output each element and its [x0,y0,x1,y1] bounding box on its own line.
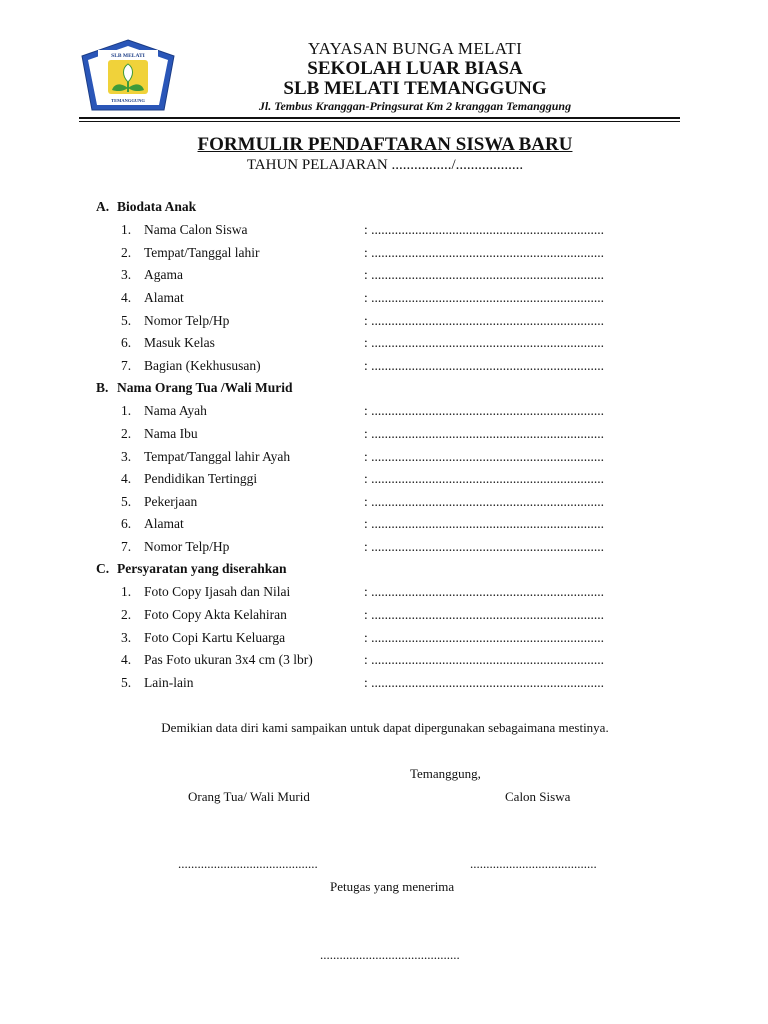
form-row [121,358,641,376]
form-row [121,313,641,331]
row-label: Nama Calon Siswa [144,222,248,237]
form-row [121,630,641,648]
row-input-line[interactable]: : ..................................................................... [364,471,605,486]
form-row [121,245,641,263]
row-number: 3. [121,630,132,645]
row-number: 6. [121,335,132,350]
form-row [121,290,641,308]
form-row [121,652,641,670]
row-label: Tempat/Tanggal lahir [144,245,260,260]
section-c-heading [96,561,287,577]
row-input-line[interactable]: : ..................................................................... [364,630,605,645]
form-row [121,516,641,534]
form-row [121,222,641,240]
row-number: 7. [121,539,132,554]
row-input-line[interactable]: : ..................................................................... [364,267,605,282]
school-type: SEKOLAH LUAR BIASA [307,58,523,79]
place-date: Temanggung, [410,766,481,781]
letterhead-rule-thick [79,117,680,119]
form-row [121,335,641,353]
row-label: Masuk Kelas [144,335,215,350]
row-label: Pekerjaan [144,494,198,509]
row-input-line[interactable]: : ..................................................................... [364,290,605,305]
form-row [121,426,641,444]
row-input-line[interactable]: : ..................................................................... [364,494,605,509]
section-letter: B. [96,380,109,395]
row-number: 5. [121,494,132,509]
row-label: Pas Foto ukuran 3x4 cm (3 lbr) [144,652,313,667]
row-label: Foto Copy Ijasah dan Nilai [144,584,291,599]
row-label: Nomor Telp/Hp [144,539,230,554]
school-logo [78,38,178,112]
row-number: 5. [121,675,132,690]
row-input-line[interactable]: : ..................................................................... [364,222,605,237]
form-row [121,267,641,285]
row-number: 3. [121,449,132,464]
form-row [121,675,641,693]
row-label: Alamat [144,290,184,305]
row-number: 4. [121,471,132,486]
form-row [121,403,641,421]
section-letter: C. [96,561,110,576]
row-input-line[interactable]: : ..................................................................... [364,358,605,373]
form-title: FORMULIR PENDAFTARAN SISWA BARU [197,134,573,155]
row-input-line[interactable]: : ..................................................................... [364,675,605,690]
row-label: Tempat/Tanggal lahir Ayah [144,449,291,464]
foundation-name: YAYASAN BUNGA MELATI [307,39,523,58]
row-input-line[interactable]: : ..................................................................... [364,245,605,260]
form-row [121,494,641,512]
section-a-heading [96,199,196,215]
row-label: Foto Copi Kartu Keluarga [144,630,286,645]
row-number: 5. [121,313,132,328]
form-row [121,471,641,489]
row-input-line[interactable]: : ..................................................................... [364,539,605,554]
parent-signature-line[interactable]: ........................................... [178,856,318,871]
row-number: 7. [121,358,132,373]
student-signature-label: Calon Siswa [505,789,571,804]
form-row [121,607,641,625]
row-input-line[interactable]: : ..................................................................... [364,449,605,464]
row-number: 4. [121,290,132,305]
officer-signature-line[interactable]: ........................................... [320,947,460,962]
academic-year-line: TAHUN PELAJARAN ................/.................. [246,157,524,173]
officer-signature-label: Petugas yang menerima [330,879,455,894]
row-input-line[interactable]: : ..................................................................... [364,584,605,599]
row-input-line[interactable]: : ..................................................................... [364,313,605,328]
school-name: SLB MELATI TEMANGGUNG [283,78,547,99]
row-input-line[interactable]: : ..................................................................... [364,652,605,667]
row-label: Nama Ayah [144,403,207,418]
school-address: Jl. Tembus Kranggan-Pringsurat Km 2 kranggan Temanggung [258,99,572,113]
row-label: Foto Copy Akta Kelahiran [144,607,287,622]
section-title: Nama Orang Tua /Wali Murid [117,380,293,395]
row-number: 6. [121,516,132,531]
row-label: Pendidikan Tertinggi [144,471,258,486]
section-title: Persyaratan yang diserahkan [117,561,287,576]
row-input-line[interactable]: : ..................................................................... [364,335,605,350]
row-label: Nomor Telp/Hp [144,313,230,328]
row-label: Agama [144,267,183,282]
section-letter: A. [96,199,110,214]
row-number: 2. [121,607,132,622]
closing-statement: Demikian data diri kami sampaikan untuk dapat dipergunakan sebagaimana mestinya. [161,720,609,735]
row-number: 1. [121,222,132,237]
row-number: 2. [121,245,132,260]
row-label: Bagian (Kekhususan) [144,358,261,373]
row-label: Lain-lain [144,675,194,690]
row-number: 3. [121,267,132,282]
row-number: 1. [121,403,132,418]
row-number: 2. [121,426,132,441]
row-number: 4. [121,652,132,667]
logo-top-text: SLB MELATI [111,53,145,59]
student-signature-line[interactable]: ....................................... [470,856,597,871]
row-input-line[interactable]: : ..................................................................... [364,516,605,531]
parent-signature-label: Orang Tua/ Wali Murid [188,789,310,804]
section-title: Biodata Anak [117,199,197,214]
form-row [121,539,641,557]
section-b-heading [96,380,293,396]
logo-bottom-text: TEMANGGUNG [111,98,145,103]
form-row [121,584,641,602]
row-number: 1. [121,584,132,599]
letterhead-rule-thin [79,121,680,122]
row-label: Nama Ibu [144,426,198,441]
row-input-line[interactable]: : ..................................................................... [364,403,605,418]
row-label: Alamat [144,516,184,531]
row-input-line[interactable]: : ..................................................................... [364,426,605,441]
form-row [121,449,641,467]
row-input-line[interactable]: : ..................................................................... [364,607,605,622]
